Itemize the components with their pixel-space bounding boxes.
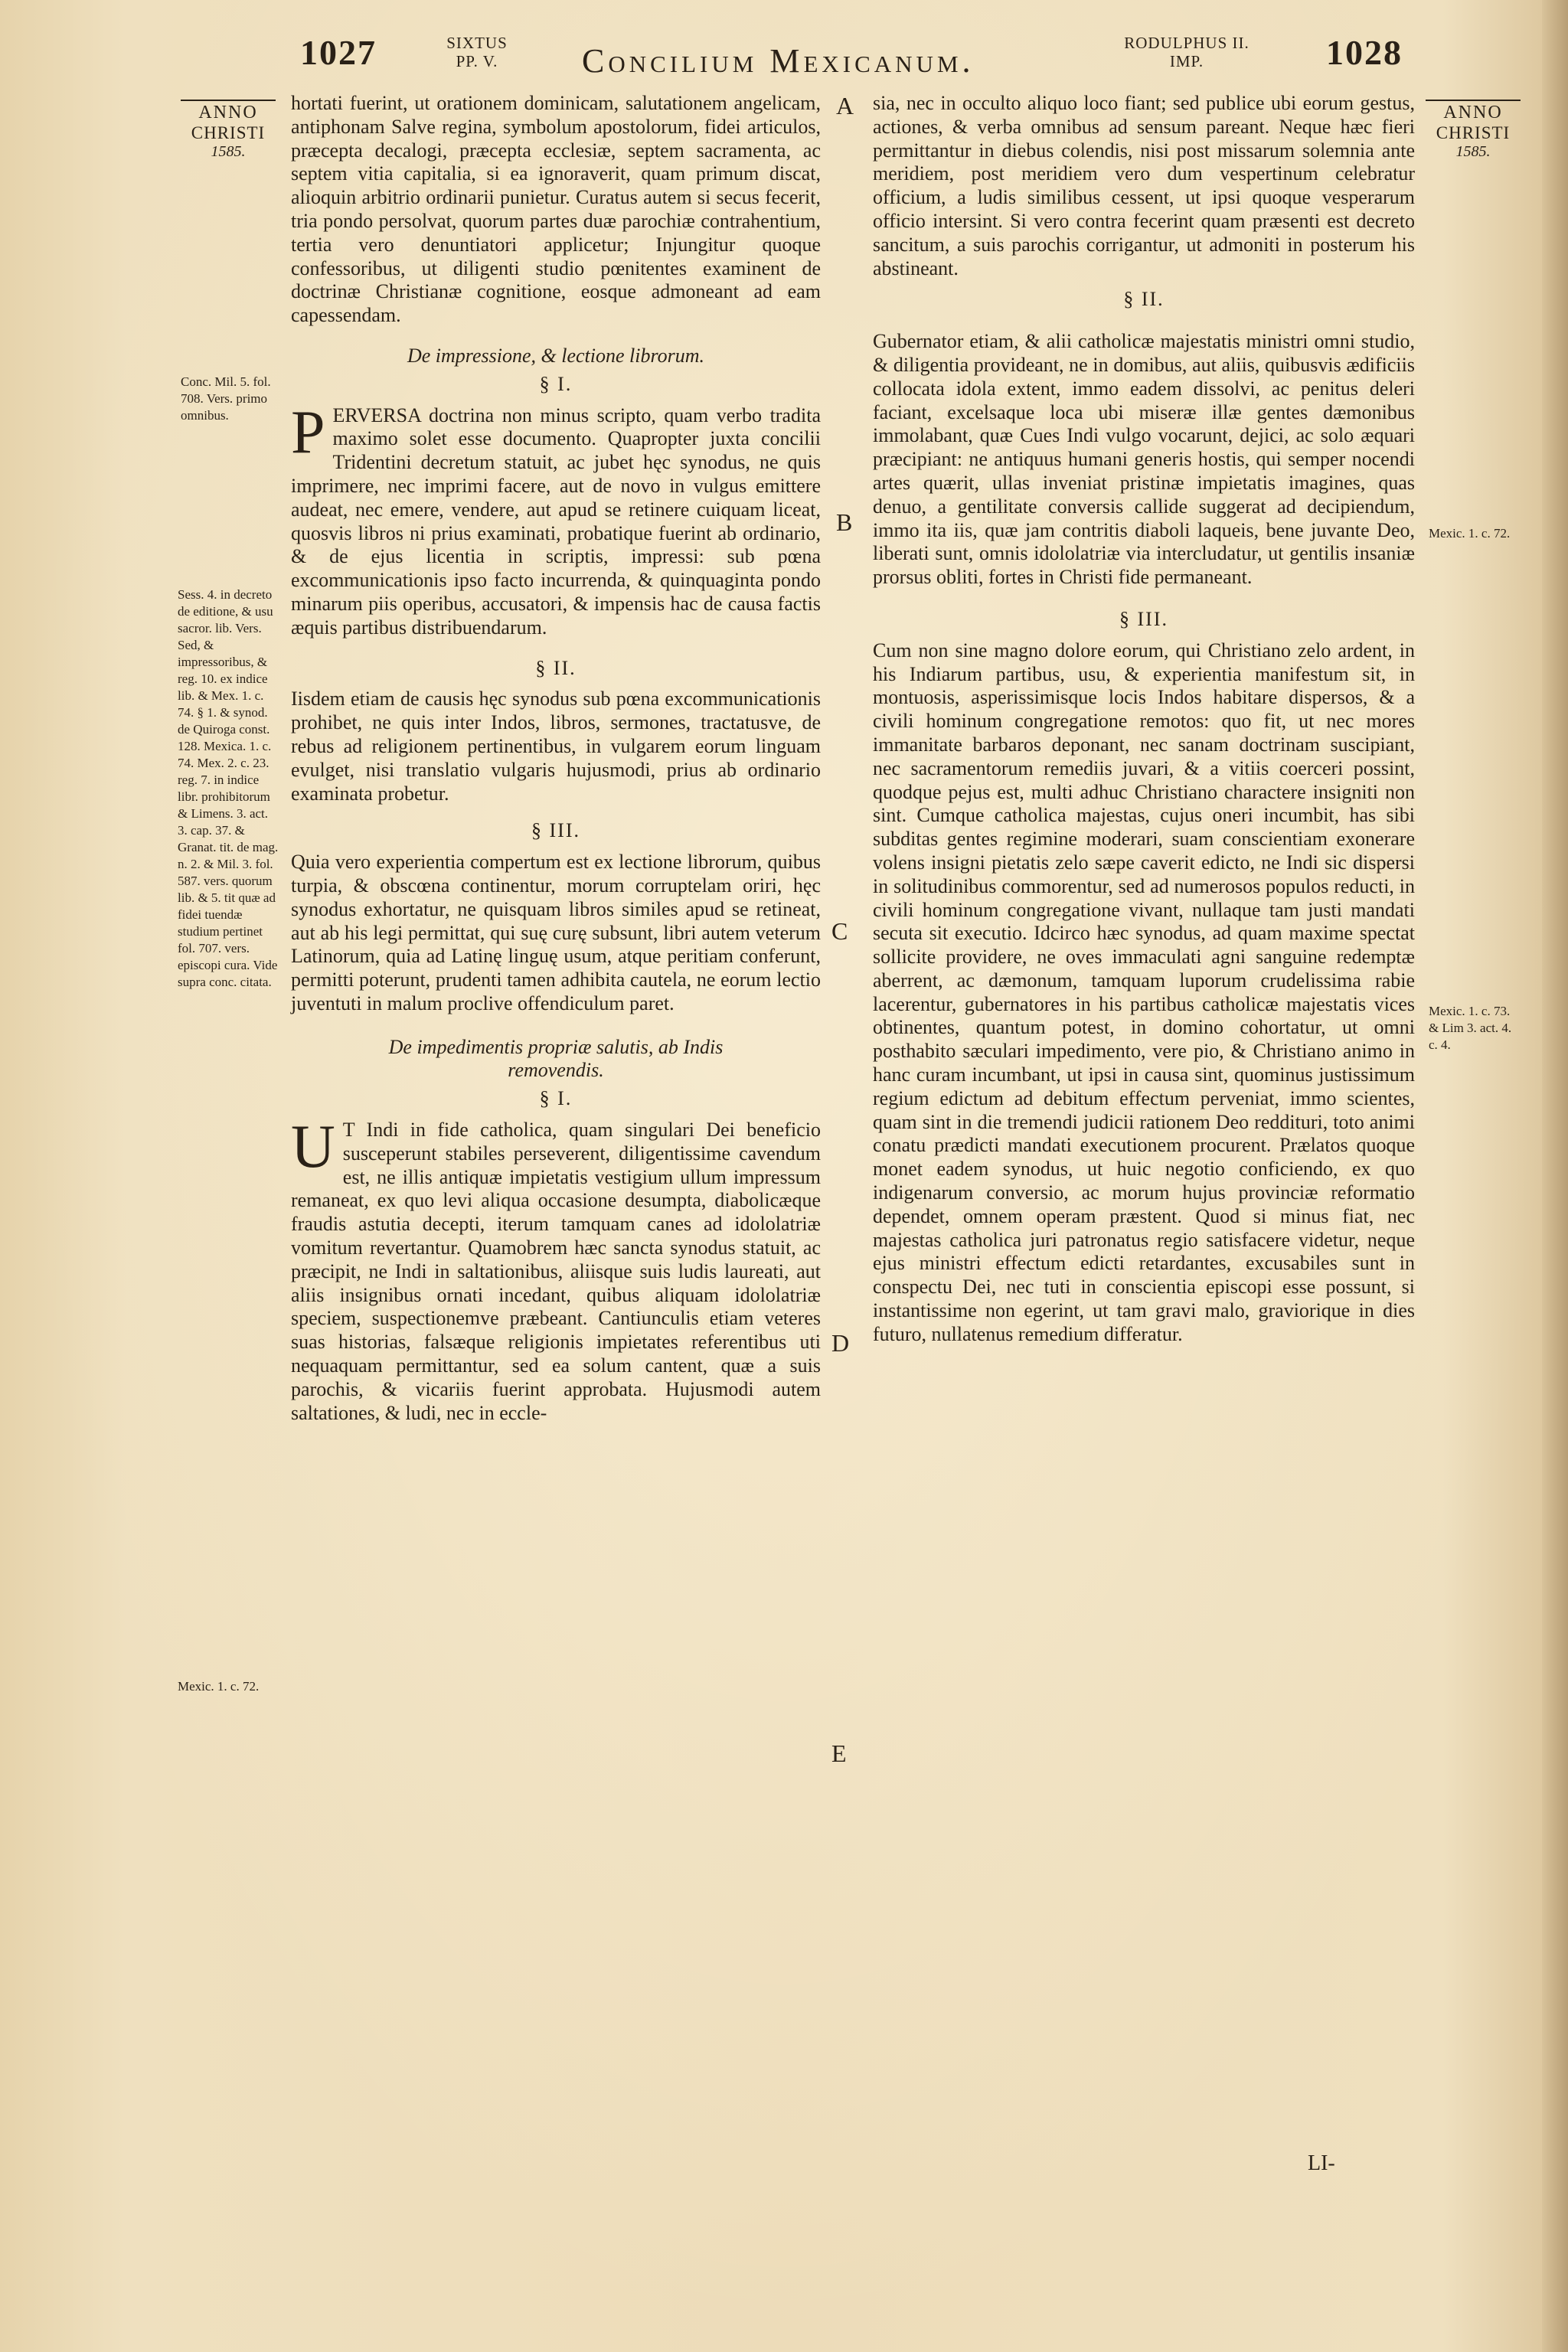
paragraph-gubernator: Gubernator etiam, & alii catholicæ majestatis ministri omni studio, & diligentia provideant, ne in domibus, aut aliis, quibusvis ædificiis collocata idola extent, immo eadem dissolvi, ac penitus deleri faciant, excelsaque loca ubi miseræ illæ gentes dæmonibus immolabant, quæ Cues Indi vulgo vocarunt, dejici, ac solo æquari præcipiant: ne antiquus humani generis hostis, qui semper nocendi artes quærit, ullas inveniat pristinæ impietatis imagines, quas denuo, a gentilitate conversis callide suggerat ad decipiendum, immo ita iis, quæ jam contritis diaboli laqueis, bene juvante Deo, liberati sunt, omnis idololatriæ via intercludatur, ut gentilis insaniæ prorsus obliti, fortes in Christi fide permaneant. bbox=[873, 330, 1415, 589]
christi-label: CHRISTI bbox=[1436, 123, 1511, 142]
section-letter-c: C bbox=[831, 917, 848, 945]
paragraph-number: § III. bbox=[531, 819, 580, 842]
section-letter-a: A bbox=[836, 92, 854, 119]
running-head-pope bbox=[443, 34, 511, 70]
section-letter-e: E bbox=[831, 1740, 847, 1767]
anno-year: 1585. bbox=[211, 143, 246, 160]
margin-note-left-3: Mexic. 1. c. 72. bbox=[178, 1679, 260, 1694]
page-number-right: 1028 bbox=[1326, 33, 1403, 72]
paragraph-perversa bbox=[291, 398, 821, 640]
catchword: LI- bbox=[1308, 2151, 1335, 2175]
paragraph-ut-indi bbox=[291, 1113, 821, 1425]
section-letter-d: D bbox=[831, 1329, 850, 1357]
margin-note-right-2: Mexic. 1. c. 73. & Lim 3. act. 4. c. 4. bbox=[1429, 1004, 1512, 1052]
paragraph-number: § II. bbox=[1123, 288, 1165, 311]
emperor-title: IMP. bbox=[1169, 52, 1204, 70]
paragraph-number: § II. bbox=[535, 656, 577, 679]
anno-christi-right bbox=[1426, 100, 1521, 161]
page-number-left: 1027 bbox=[300, 33, 377, 72]
page-edge-shadow bbox=[1542, 0, 1568, 2352]
drop-cap-initial: P bbox=[291, 398, 325, 466]
pope-name: SIXTUS bbox=[446, 34, 508, 52]
text-column-right bbox=[873, 92, 1415, 1347]
running-head-emperor bbox=[1102, 34, 1271, 70]
margin-note-left-1: Conc. Mil. 5. fol. 708. Vers. primo omnibus. bbox=[181, 374, 271, 423]
paragraph-number: § I. bbox=[539, 1087, 573, 1110]
paragraph-number: § III. bbox=[1119, 607, 1168, 630]
paragraph-number: § I. bbox=[539, 372, 573, 395]
anno-year: 1585. bbox=[1455, 143, 1491, 160]
section-heading-impediments: De impedimentis propriæ salutis, ab Indis bbox=[388, 1035, 724, 1058]
running-title: Concilium Mexicanum. bbox=[582, 42, 975, 80]
paragraph-quia: Quia vero experientia compertum est ex lectione librorum, quibus turpia, & obscœna continentur, morum corruptelam oriri, hęc synodus exhortatur, ne quisquam libros similes apud se retineat, aut ab his legi permittat, qui suę curę subsunt, libri autem veterum Latinorum, quia ad Latinę linguę usum, atque peritiam conferunt, permitti poterunt, prudenti tamen adhibita cautela, ne eorum lectio juventuti in malum proclive offendiculum paret. bbox=[291, 851, 821, 1014]
text-column-left bbox=[291, 92, 821, 1425]
margin-note-right-1: Mexic. 1. c. 72. bbox=[1429, 526, 1511, 541]
anno-christi-left bbox=[181, 100, 276, 161]
emperor-name: RODULPHUS II. bbox=[1124, 34, 1250, 52]
paragraph-text: ERVERSA doctrina non minus scripto, quam verbo tradita maximo solet esse documento. Quapropter juxta concilii Tridentini decretum statuit, ac jubet hęc synodus, ne quis imprimere, nec imprimi facere, aut de novo in vulgus emittere audeat, nec emere, vendere, aut apud se retinere cuiquam liceat, quosvis libros ni prius examinati, probatique fuerint ab ordinario, & de ejus licentia in scriptis, impressi: sub pœna excommunicationis ipso facto incurrenda, & quinquaginta pondo minarum piis operibus, accusatori, & impensis hac de causa factis æquis partibus distribuendarum. bbox=[291, 403, 821, 639]
paragraph-intro: hortati fuerint, ut orationem dominicam, salutationem angelicam, antiphonam Salve regina, symbolum apostolorum, fidei articulos, præcepta decalogi, præcepta ecclesiæ, septem sacramenta, ac septem vitia capitalia, si ea ignoraverit, quam primum discat, alioquin arbitrio ordinarii punietur. Curatus autem si secus fecerit, tria pondo persolvat, quorum partes duæ parochiæ contrahentium, tertia vero denuntiatori applicetur; Injungitur quoque confessoribus, ut diligenti studio pœnitentes examinent de doctrinæ Christianæ cognitione, eosque admoneant ad eam capessendam. bbox=[291, 92, 821, 327]
christi-label: CHRISTI bbox=[191, 123, 266, 142]
anno-label: ANNO bbox=[181, 100, 276, 123]
section-letter-b: B bbox=[836, 508, 853, 536]
anno-label: ANNO bbox=[1426, 100, 1521, 123]
pope-title: PP. V. bbox=[456, 52, 498, 70]
section-heading-impression: De impressione, & lectione librorum. bbox=[407, 344, 705, 367]
section-heading-impediments-cont: removendis. bbox=[508, 1059, 604, 1082]
drop-cap-initial: U bbox=[291, 1113, 335, 1181]
paragraph-text: T Indi in fide catholica, quam singulari Dei beneficio susceperunt stabiles perseverent, diligentissime cavendum est, ne illis antiquæ impietatis vestigium ullum impressum remaneat, ex quo levi aliqua occasione desumpta, diabolicæque fraudis astutia decepti, iterum tamquam canes ad idololatriæ vomitum revertantur. Quamobrem hæc sancta synodus statuit, ac præcipit, ne Indi in saltationibus, aliisque suis ludis laureati, aut aliis insignibus ornati incedant, quibus aliquam idololatriæ speciem, suspectionemve præbeant. Cantiunculis etiam veteres suas historias, falsæque religionis impietates referentibus uti nequaquam permittantur, sed ea solum cantent, quæ a suis parochis, & vicariis fuerint approbata. Hujusmodi autem saltationes, & ludi, nec in eccle- bbox=[291, 1119, 821, 1424]
paragraph-intro: sia, nec in occulto aliquo loco fiant; sed publice ubi eorum gestus, actiones, & verba omnibus ad sensum pareant. Neque hæc fieri permittantur in diebus colendis, nisi post missarum solemnia ante meridiem, post meridiem vero dum vespertinum celebratur officium, a ludis similibus cessent, ut ipsi quoque vesperarum officio intersint. Si vero contra fecerint quam præsenti est decreto sancitum, a suis parochis corrigantur, ut admoniti in posterum his abstineant. bbox=[873, 92, 1415, 279]
paragraph-cum-non: Cum non sine magno dolore eorum, qui Christiano zelo ardent, in his Indiarum partibus, usu, & experientia manifestum sit, in montuosis, asperissimisque locis Indos habitare dispersos, & a civili hominum congregatione remotos: quo fit, ut nec mores immanitate barbaros deponant, nec sanam doctrinam suscipiant, nec sacramentorum remediis juvari, & a vitiis coerceri possint, quodque pejus est, multi adhuc Christiano charactere insigniti non sint. Cumque catholica majestas, cujus oneri incumbit, has sibi subditas gentes regimine moderari, suam conscientiam exonerare volens insigni pietatis zelo sæpe caverit edicto, ne Indi sic dispersi in solitudinibus commorentur, sed ad numerosos populos reducti, in civili hominum congregatione vivant, nullaque tam justi mandati secuta sit executio. Idcirco hæc synodus, ad quam maxime spectat sollicite providere, ne oves immaculati agni sanguine redemptæ aberrent, ac dæmonum, tamquam luporum crudelissima rabie lacerentur, gubernatores in his partibus catholicæ majestatis vices obtinentes, quantum potest, in domino cohortatur, ut omni posthabito sæculari impedimento, vere pio, & Christiano animo in hanc curam incumbant, ut ipsi in causa sint, quominus justissimum regium edictum ad debitum effectum perveniat, immo scientes, quam sint in die tremendi judicii rationem Deo reddituri, toto animi conatu prædicti mandati executionem procurent. Prælatos quoque monet eadem synodus, ut huic negotio conficiendo, ex quo indigenarum conversio, ac morum hujus provinciæ reformatio dependet, omnem operam præstent. Quod si minus fiat, nec majestas catholica juri patronatus regio satisfacere videtur, neque ejus ministri effectum edicti retardantes, excusabiles sunt in conspectu Dei, nec tuti in conscientia episcopi esse possunt, si instantissime non egerint, ut tam gravi malo, graviorique in dies futuro, nullatenus remedium differatur. bbox=[873, 639, 1415, 1345]
paragraph-iisdem: Iisdem etiam de causis hęc synodus sub pœna excommunicationis prohibet, ne quis inter Indos, libros, sermones, tractatusve, de rebus ad religionem pertinentibus, in vulgarem eorum linguam evulget, nisi translatio vulgaris hujusmodi, prius ab ordinario examinata probetur. bbox=[291, 688, 821, 805]
margin-note-left-2: Sess. 4. in decreto de editione, & usu sacror. lib. Vers. Sed, & impressoribus, & reg. 10. ex indice lib. & Mex. 1. c. 74. § 1. & synod. de Quiroga const. 128. Mexica. 1. c. 74. Mex. 2. c. 23. reg. 7. in indice libr. prohibitorum & Limens. 3. act. 3. cap. 37. & Granat. tit. de mag. n. 2. & Mil. 3. fol. 587. vers. quorum lib. & 5. tit quæ ad fidei tuendæ studium pertinet fol. 707. vers. episcopi cura. Vide supra conc. citata. bbox=[178, 587, 279, 989]
